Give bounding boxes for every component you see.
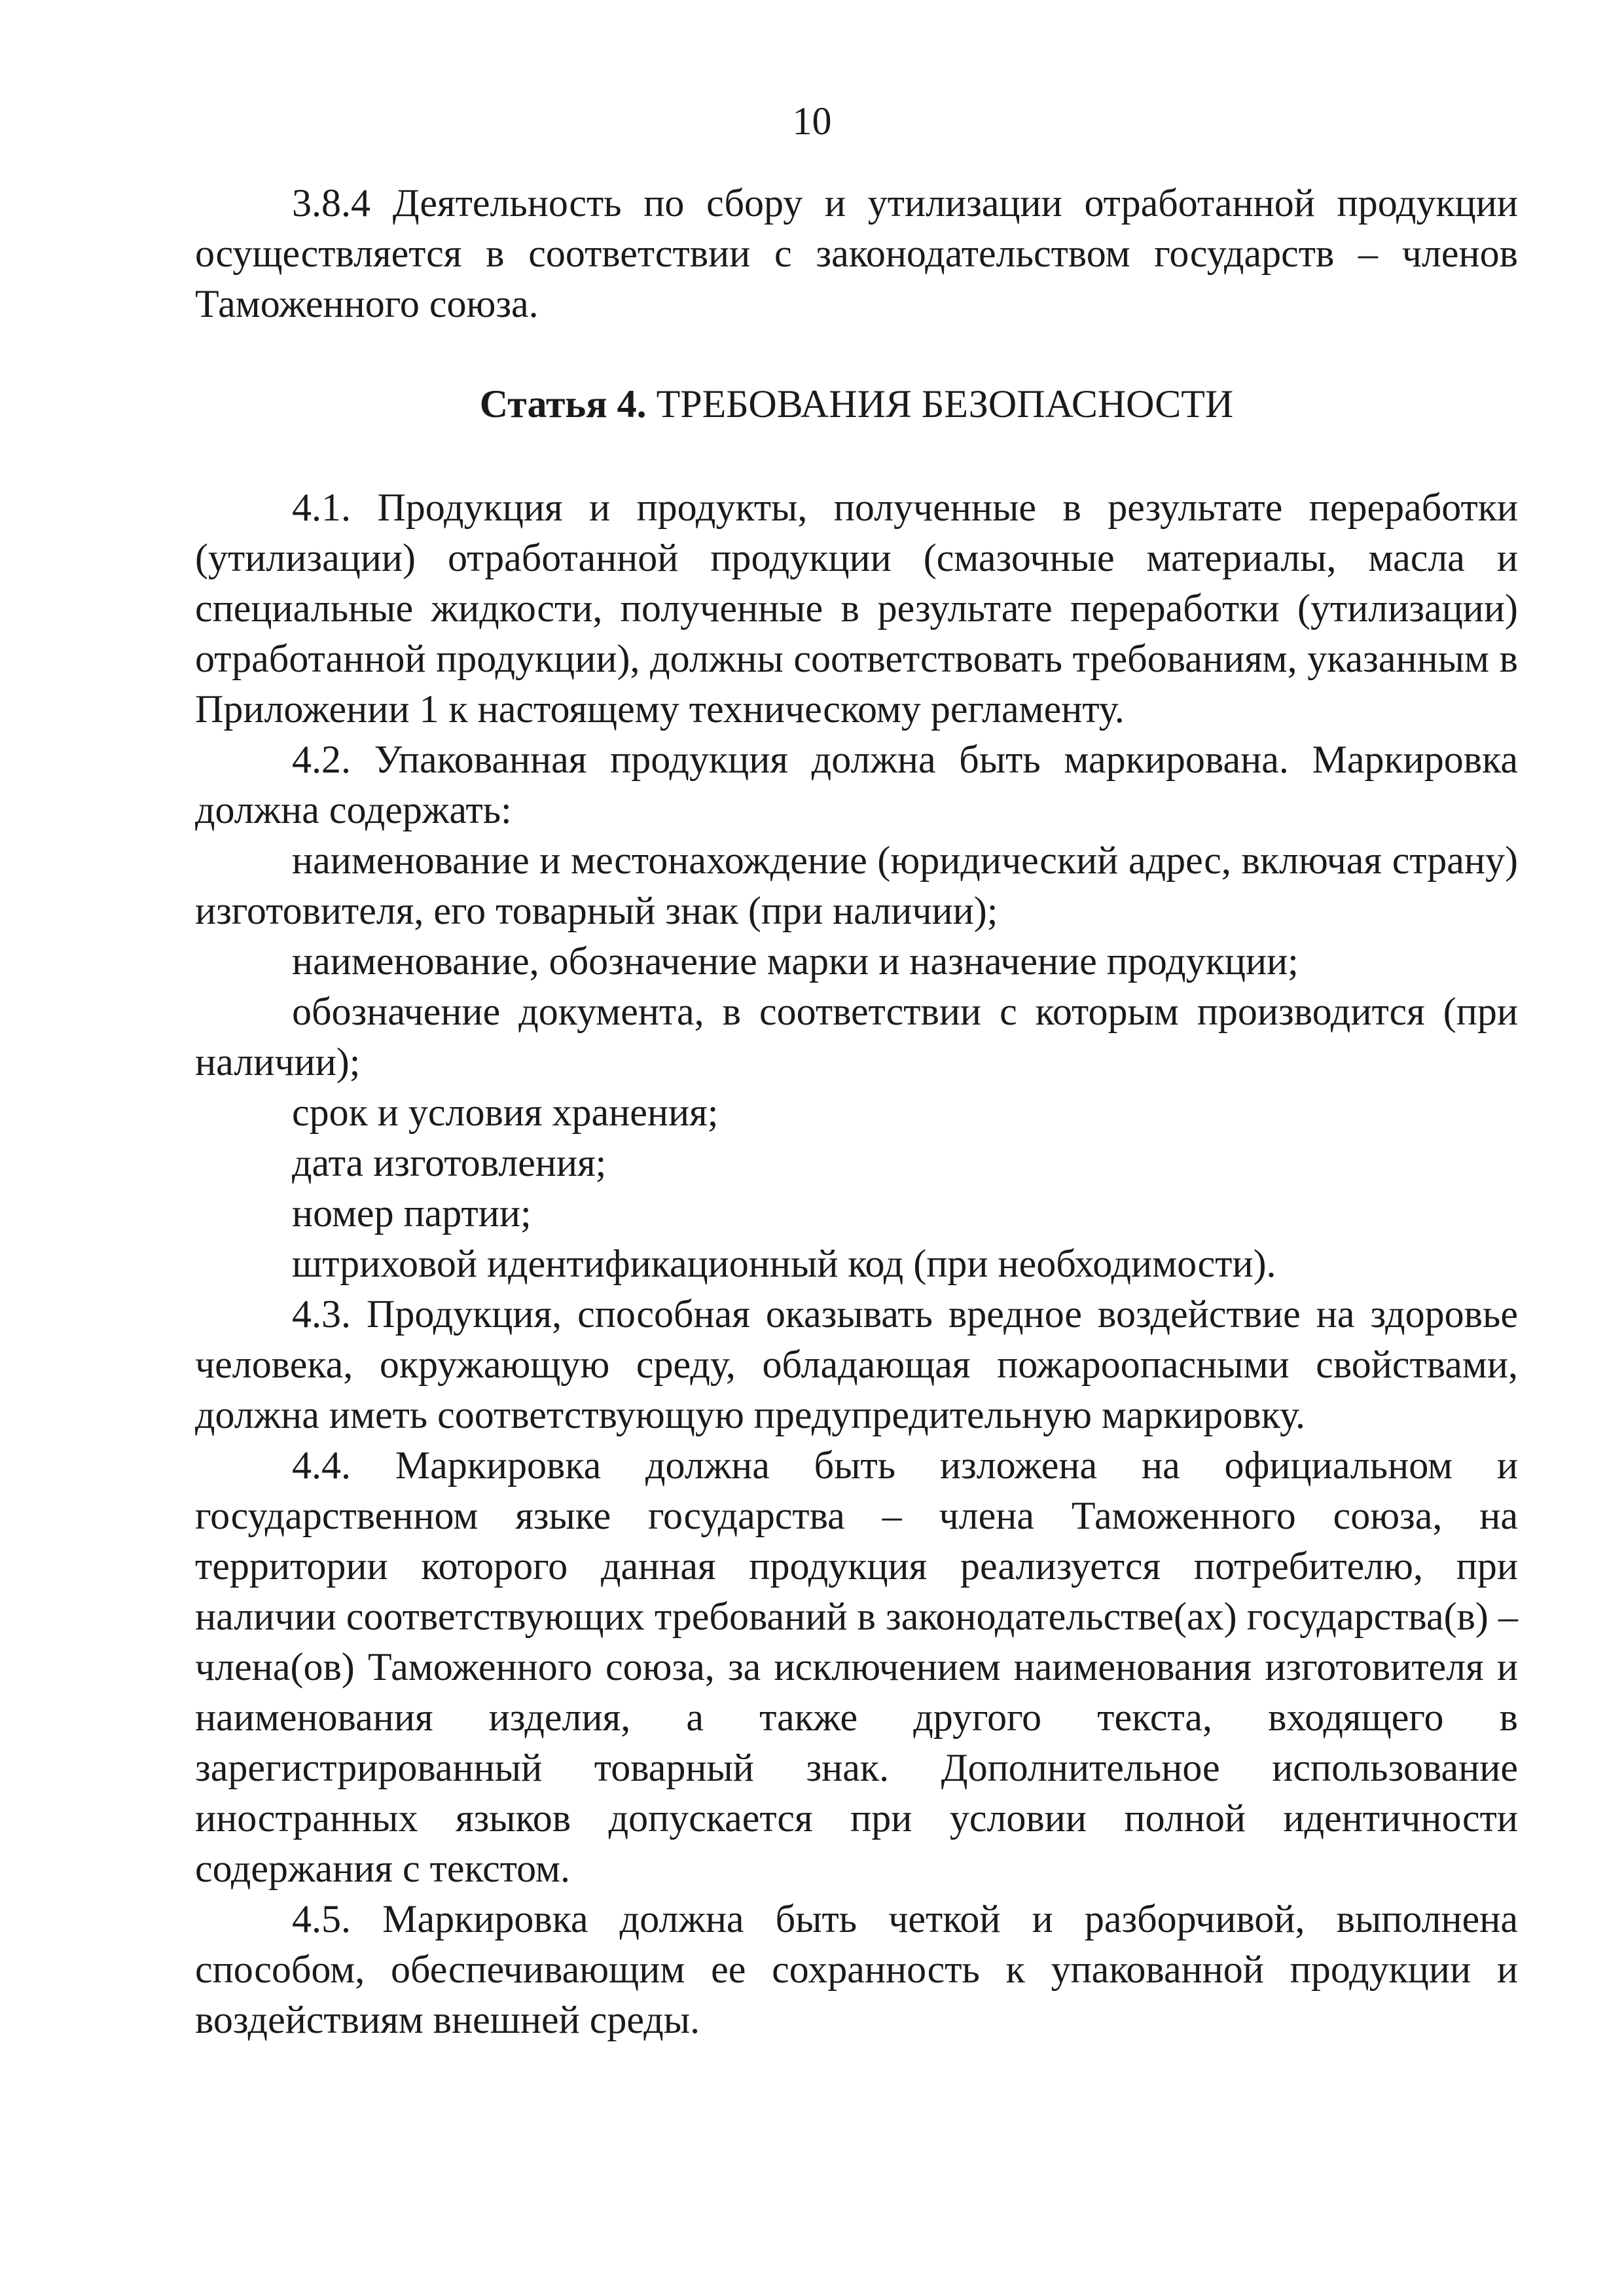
- page-number: 10: [792, 100, 832, 143]
- marking-item-document: обозначение документа, в соответствии с которым производится (при наличии);: [195, 990, 1518, 1084]
- marking-item-manufacture-date: дата изготовления;: [292, 1141, 607, 1184]
- document-body: [195, 178, 1518, 2045]
- paragraph-4-3: 4.3. Продукция, способная оказывать вредное воздействие на здоровье человека, окружающую среду, обладающая пожароопасными свойствами, должна иметь соответствующую предупредительную маркировку.: [195, 1292, 1518, 1436]
- paragraph-4-5: 4.5. Маркировка должна быть четкой и разборчивой, выполнена способом, обеспечивающим ее сохранность к упакованной продукции и воздействиям внешней среды.: [195, 1897, 1518, 2041]
- paragraph-4-4: 4.4. Маркировка должна быть изложена на официальном и государственном языке государства – члена Таможенного союза, на территории которого данная продукция реализуется потребителю, при наличии соответствующих требований в законодательстве(ах) государства(в) – члена(ов) Таможенного союза, за исключением наименования изготовителя и наименования изделия, а также другого текста, входящего в зарегистрированный товарный знак. Дополнительное использование иностранных языков допускается при условии полной идентичности содержания с текстом.: [195, 1444, 1518, 1890]
- article-label: Статья 4.: [479, 382, 647, 426]
- marking-item-storage: срок и условия хранения;: [292, 1091, 719, 1134]
- article-title: ТРЕБОВАНИЯ БЕЗОПАСНОСТИ: [656, 382, 1234, 426]
- paragraph-3-8-4: 3.8.4 Деятельность по сбору и утилизации отработанной продукции осуществляется в соответствии с законодательством государств – членов Таможенного союза.: [195, 181, 1518, 325]
- article-heading: [195, 379, 1518, 429]
- marking-item-barcode: штриховой идентификационный код (при необходимости).: [292, 1242, 1276, 1285]
- marking-item-manufacturer: наименование и местонахождение (юридический адрес, включая страну) изготовителя, его товарный знак (при наличии);: [195, 839, 1518, 932]
- marking-item-product-name: наименование, обозначение марки и назначение продукции;: [292, 939, 1299, 983]
- marking-item-batch-number: номер партии;: [292, 1192, 532, 1235]
- paragraph-4-1: 4.1. Продукция и продукты, полученные в результате переработки (утилизации) отработанной продукции (смазочные материалы, масла и специальные жидкости, полученные в результате переработки (утилизации) отработанной продукции), должны соответствовать требованиям, указанным в Приложении 1 к настоящему техническому регламенту.: [195, 486, 1518, 731]
- paragraph-4-2: 4.2. Упакованная продукция должна быть маркирована. Маркировка должна содержать:: [195, 738, 1518, 831]
